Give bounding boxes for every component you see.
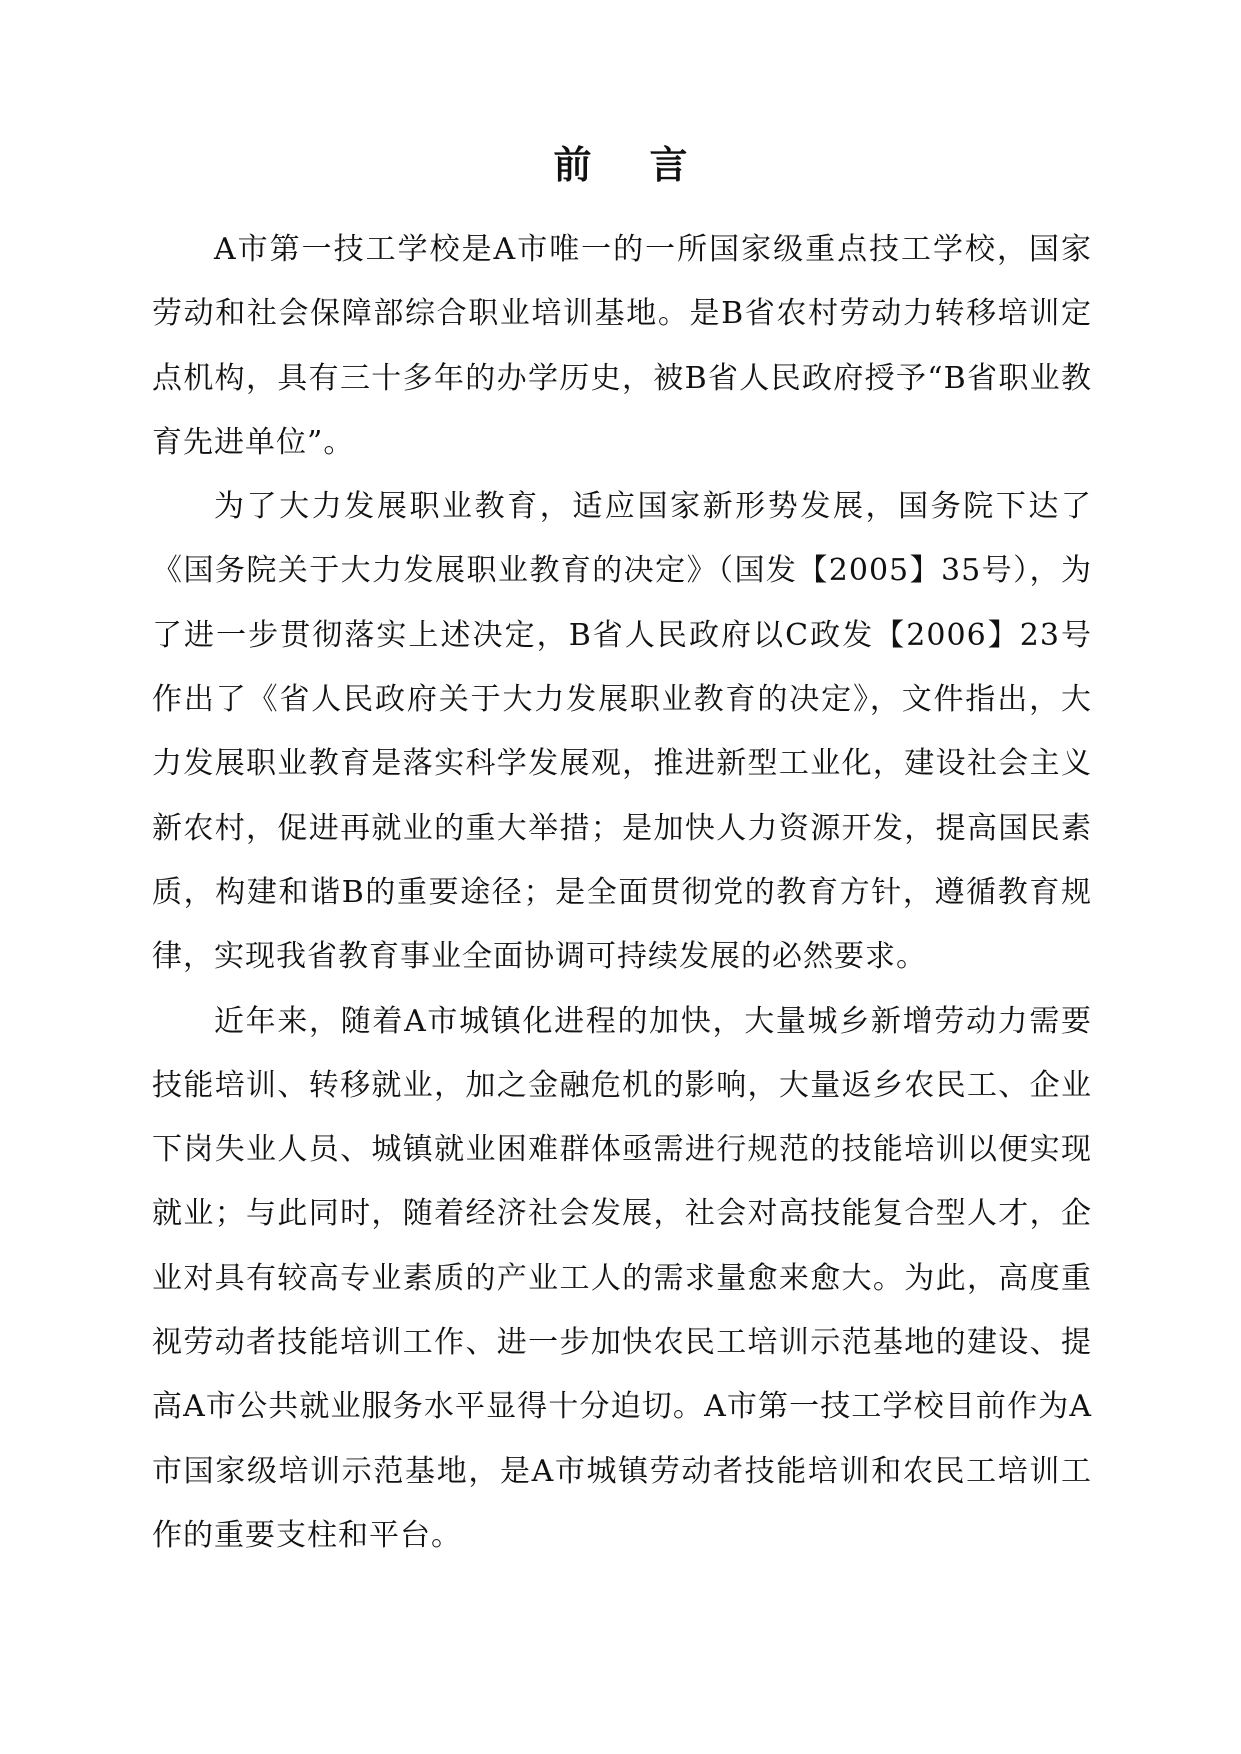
paragraph-training-demand: 近年来，随着A市城镇化进程的加快，大量城乡新增劳动力需要技能培训、转移就业，加之金融危机的影响，大量返乡农民工、企业下岗失业人员、城镇就业困难群体亟需进行规范的技能培训以便实现就业；与此同时，随着经济社会发展，社会对高技能复合型人才，企业对具有较高专业素质的产业工人的需求量愈来愈大。为此，高度重视劳动者技能培训工作、进一步加快农民工培训示范基地的建设、提高A市公共就业服务水平显得十分迫切。A市第一技工学校目前作为A市国家级培训示范基地，是A市城镇劳动者技能培训和农民工培训工作的重要支柱和平台。 xyxy=(152,1003,1092,1553)
paragraph-policy-background: 为了大力发展职业教育，适应国家新形势发展，国务院下达了《国务院关于大力发展职业教育的决定》（国发【2005】35号），为了进一步贯彻落实上述决定，B省人民政府以C政发【2006】23号作出了《省人民政府关于大力发展职业教育的决定》，文件指出，大力发展职业教育是落实科学发展观，推进新型工业化，建设社会主义新农村，促进再就业的重大举措；是加快人力资源开发，提高国民素质，构建和谐B的重要途径；是全面贯彻党的教育方针，遵循教育规律，实现我省教育事业全面协调可持续发展的必然要求。 xyxy=(152,489,1092,975)
document-body xyxy=(152,218,1092,1568)
paragraph-school-intro: A市第一技工学校是A市唯一的一所国家级重点技工学校，国家劳动和社会保障部综合职业培训基地。是B省农村劳动力转移培训定点机构，具有三十多年的办学历史，被B省人民政府授予“B省职业教育先进单位”。 xyxy=(152,232,1092,460)
page-title: 前言 xyxy=(553,142,746,187)
